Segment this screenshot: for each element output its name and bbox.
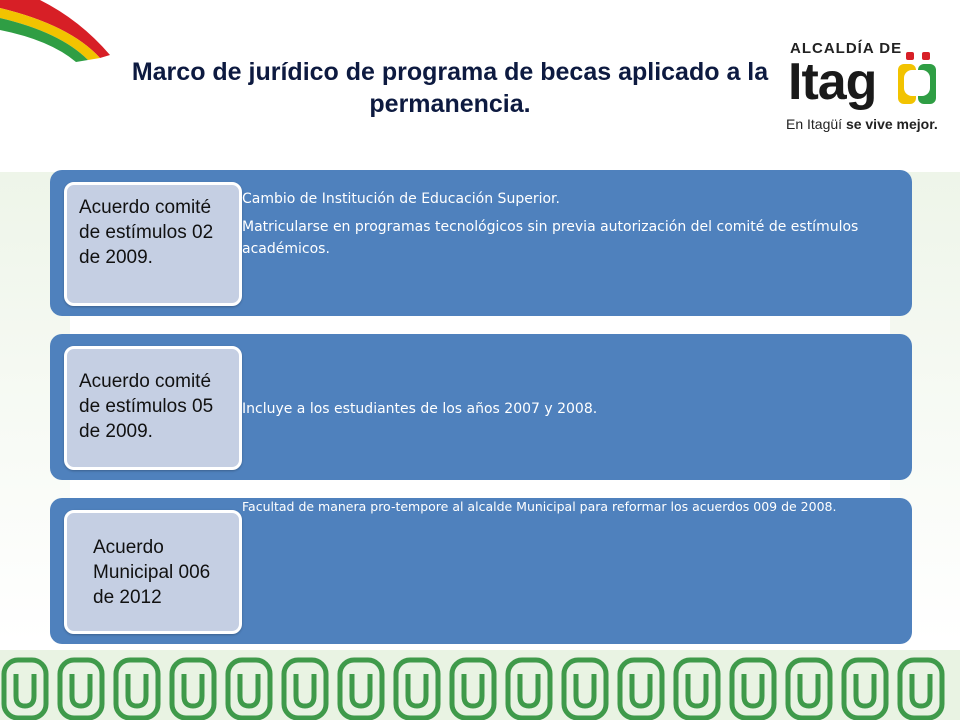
row-label: Acuerdo Municipal 006 de 2012 bbox=[93, 537, 211, 608]
row-line: Cambio de Institución de Educación Superior. bbox=[242, 191, 560, 207]
ui-logo-mark-icon bbox=[896, 50, 940, 108]
logo-main-text: Itag bbox=[788, 53, 877, 111]
row-label: Acuerdo comité de estímulos 02 de 2009. bbox=[79, 197, 214, 268]
row-line: Matricularse en programas tecnológicos sin previa autorización del comité de estímulos académicos. bbox=[242, 219, 859, 257]
row-label-box bbox=[64, 346, 242, 470]
page-title: Marco de jurídico de programa de becas aplicado a la permanencia. bbox=[131, 58, 769, 118]
logo-slogan: En Itagüí se vive mejor. bbox=[786, 116, 938, 132]
row-acuerdo-municipal-006-2012 bbox=[50, 498, 912, 644]
row-label: Acuerdo comité de estímulos 05 de 2009. bbox=[79, 371, 214, 442]
repeated-u-pattern-icon bbox=[0, 650, 960, 720]
alcaldia-itagui-logo bbox=[778, 40, 948, 135]
row-label-box bbox=[64, 510, 242, 634]
row-line: Facultad de manera pro-tempore al alcalde Municipal para reformar los acuerdos 009 de 2008. bbox=[242, 499, 837, 514]
row-description bbox=[242, 497, 892, 523]
row-acuerdo-02-2009 bbox=[50, 170, 912, 316]
row-acuerdo-05-2009 bbox=[50, 334, 912, 480]
logo-top-text: ALCALDÍA DE bbox=[790, 40, 903, 57]
row-description bbox=[242, 188, 892, 266]
row-description bbox=[242, 398, 892, 426]
row-label-box bbox=[64, 182, 242, 306]
footer-pattern bbox=[0, 650, 960, 720]
row-line: Incluye a los estudiantes de los años 2007 y 2008. bbox=[242, 401, 598, 417]
